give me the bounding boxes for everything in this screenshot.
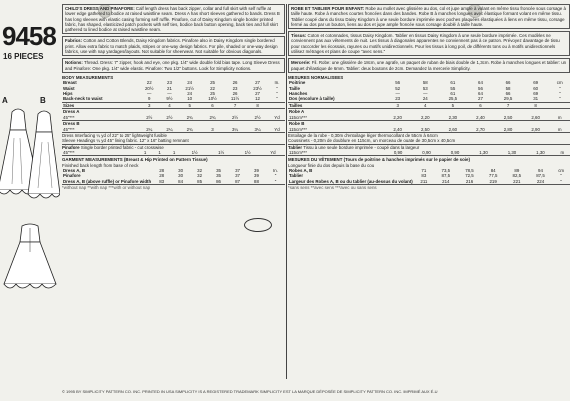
body-measurements-table	[62, 80, 285, 132]
table-row: Robe A	[288, 109, 570, 115]
table-row: Tablier 83 87,5 72,5 77,5 82,5 87,5 "	[289, 173, 562, 179]
french-description	[288, 4, 570, 29]
mercerie-text: Fil. Robe: une glissière de 18cm, une agrafe, un paquet de ruban de biais double de 1,3cm. Robe à manches longues et tablier: un paquet d'élastique de 6mm. Tablier: deux boutons de 2cm. Demandez la mercerie Simplicity.	[291, 60, 567, 71]
vetement-table	[288, 168, 570, 184]
table-row: 115cm*** 2,40 2,50 2,60 2,70 2,80 2,90 m	[289, 126, 562, 132]
sizes-row: Sizes 3 4 5 6 7 8	[62, 102, 285, 108]
french-mercerie	[288, 58, 570, 73]
table-row: Pinafore 28 30 32 35 37 39 "	[63, 173, 277, 179]
garment-measurements-table	[62, 168, 285, 184]
french-tissus	[288, 31, 570, 56]
fabrics-title: Fabrics:	[65, 38, 83, 44]
table-row: 45"*** 2½ 2½ 2¾ 2¾ 2½ 2½ Yd	[63, 114, 280, 120]
table-row: Largeur des Robes A, B ou du tablier (au-dessus du volant) 211 214 216 219 221 224 "	[289, 178, 562, 184]
garment-sub: Finished back length from base of neck	[62, 162, 139, 168]
notions-text: Thread. Dress: 7" zipper, hook and eye, one pkg. 1/4" wide double fold bias tape. Long Sleeve Dress and Pinafore: One pkg. 1/4" wide elastic. Pinafore: Two 1/2" buttons. Look for Simplicity notions.	[65, 60, 280, 71]
table-row: 115cm*** 0,90 0,90 0,90 1,30 1,30 1,30 m	[289, 149, 565, 155]
table-row: Robe B	[288, 121, 570, 127]
sleeve-headings-note: Sleeve Headings ¼ yd 45" lining fabric. 12" x 16" batting remnant	[62, 138, 189, 144]
table-row: Back-neck to waist 9 9½ 10 10½ 11½ 12 "	[63, 96, 278, 102]
coussinets-note: Coussinets - 0,20m de doublure en 115cm, un morceau de ouate de 30,5cm x 40,5cm	[288, 138, 456, 144]
description-title: CHILD'S DRESS AND PINAFORE:	[65, 6, 135, 11]
english-column	[62, 4, 285, 190]
table-row: Breast 22 23 24 25 26 27 In.	[63, 80, 280, 86]
description-title: ROBE ET TABLIER POUR ENFANT:	[291, 6, 365, 11]
dress-illustration-front	[0, 104, 60, 224]
view-a-label: A	[2, 96, 8, 105]
table-row: Dress A	[62, 109, 285, 115]
body-measurements-title: BODY MEASUREMENTS	[62, 74, 114, 80]
french-column	[288, 4, 570, 190]
notions-title: Notions:	[65, 60, 83, 66]
tablier-header: Tablier Tissu à une seule bordure imprimée - coupé dans la largeur	[288, 144, 570, 150]
table-row: Poitrine 56 58 61 64 66 69 cm	[289, 80, 563, 86]
table-row: Waist 20½ 21 21½ 22 23 23½ "	[63, 85, 278, 91]
description-text: Calf length dress has back zipper, collar and full skirt with self ruffle at lower edge gathered to bodice at raised waistline seam. Dress A has short sleeves gathered to bands. Dress B has long sleeves with elastic casing forming self ruffle. Pinafore, cut of Daisy Kingdom single border printed fabric, has shaped, elasticized patch pockets with self ties, bodice back button opening, back ties and full skirt gathered to lined bodice at raised waistline seam.	[65, 6, 280, 33]
english-notions	[62, 58, 285, 73]
tissus-text: Coton et cotonnades, tissus Daisy Kingdom. Tablier en tissus Daisy Kingdom à une seule bordure imprimée. Ces modèles ne conviennent pas aux vêtements de nuit. Les tissus à diagonales apparentes ne conviennent pas à ce patron. Prévoyez davantage de tissu pour raccorder les écossais, rayures ou motifs unidirectionnels. Pour les tissus à long poil, de différents tons ou à motifs unidirectionnels utilisez métrages et plans de coupe "avec sens."	[291, 33, 560, 55]
table-row: 45"*** 2¼ 2¼ 2¾ 3 3¼ 3¼ Yd	[63, 126, 280, 132]
description-text: Robe au mollet avec glissière au dos, col et jupe ample à volant en même tissu froncée sous corsage à taille haute. Robe à manches courtes froncées dans des bandes. Robe B à manches longues avec élastique formant volant en même tissu. Tablier coupé dans du tissu Daisy Kingdom à une seule bordure imprimée avec poches plaquées élastiquées à liens en même tissu, corsage fermé au dos par un bouton, liens au dos et jupe ample froncée sous corsage doublé à taille haute.	[291, 6, 566, 27]
table-row: Hips — — 24 25 26 27 "	[63, 91, 278, 97]
handwritten-circle	[244, 218, 272, 232]
vetement-title: MESURES DU VÊTEMENT (Tours de poitrine & hanches imprimés sur le papier de soie)	[288, 155, 570, 162]
pattern-number: 9458	[2, 21, 56, 51]
footnote: *without nap **with nap ***with or without nap	[62, 184, 285, 190]
table-row: Robes A, B 71 73,5 78,5 84 89 94 cm	[289, 167, 565, 173]
table-row: Dress A, B (above ruffle) or Pinafore width 83 84 85 86 87 88 "	[63, 178, 277, 184]
pinafore-header: Pinafore Single border printed fabric - cut crosswise	[62, 144, 285, 150]
english-description	[62, 4, 285, 34]
column-divider	[286, 4, 287, 379]
table-row: Hanches — — 61 64 66 69 "	[289, 91, 561, 97]
piece-count: 16 PIECES	[3, 52, 44, 61]
table-row: Dress B	[62, 121, 285, 127]
table-row: Taille 52 53 55 56 58 60 "	[289, 85, 561, 91]
footnote: *sans sens **avec sens ***avec ou sans sens	[288, 184, 570, 190]
table-row: Dress A, B 28 30 32 35 37 39 In.	[63, 167, 278, 173]
mesures-table	[288, 80, 570, 132]
copyright-footer: © 1995 BY SIMPLICITY PATTERN CO. INC. PRINTED IN USA SIMPLICITY IS A REGISTERED TRADEMARK SIMPLICITY EST LA MARQUE DÉPOSÉE DE SIMPLICITY PATTERN CO. INC. IMPRIMÉ AUX É-U	[62, 389, 438, 394]
tissus-title: Tissus:	[291, 33, 307, 39]
table-row: 45"*** 1 1 1 1½ 1½ 1½ Yd	[63, 149, 276, 155]
fabrics-text: Cotton and Cotton Blends, Daisy Kingdom fabrics. Pinafore also in Daisy Kingdom single bordered print. Allow extra fabric to match plaids, stripes or one-way design fabrics. For pile, shaded or one-way design fabrics, use with nap yardages/layouts. Not suitable for sheerwear. Not suitable for obvious diagonals.	[65, 38, 278, 55]
table-row: 115cm*** 2,20 2,20 2,30 2,40 2,50 2,60 m	[289, 114, 562, 120]
garment-measurements-title: GARMENT MEASUREMENTS (Breast & Hip Printed on Pattern Tissue)	[62, 155, 285, 162]
view-b-label: B	[40, 96, 46, 105]
vetement-sub: Longueur finie du dos depuis la base du cou	[288, 162, 375, 168]
entoilage-note: Entoilage de la robe - 0,30m d'entoilage léger thermocollant de 55cm à 64cm	[288, 132, 570, 138]
tailles-row: Tailles 3 4 5 6 7 8	[288, 102, 570, 108]
english-fabrics	[62, 36, 285, 56]
dress-illustration-back	[2, 222, 60, 300]
table-row: Dos (encolure à taille) 23 24 25,5 27 29,5 31 "	[289, 96, 561, 102]
interfacing-note: Dress Interfacing ¼ yd of 22" to 25" lightweight fusible	[62, 132, 285, 138]
mercerie-title: Mercerie:	[291, 60, 311, 66]
mesures-title: MESURES NORMALISEES	[288, 74, 344, 80]
